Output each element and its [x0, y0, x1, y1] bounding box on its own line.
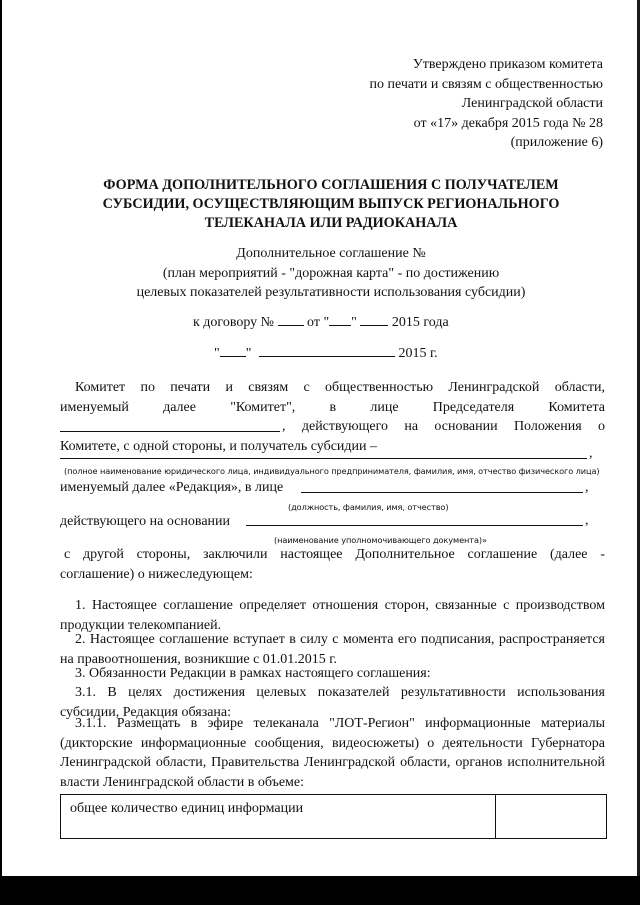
scan-bottom-edge — [0, 876, 640, 905]
representative-caption: (должность, фамилия, имя, отчество) — [288, 502, 449, 512]
contract-month-field[interactable] — [360, 312, 388, 326]
clause-3: 3. Обязанности Редакции в рамках настоящего соглашения: — [75, 666, 431, 681]
clause-1: 1. Настоящее соглашение определяет отношения сторон, связанные с производством продукции телекомпанией. — [60, 598, 605, 633]
chairman-name-field[interactable] — [60, 431, 280, 432]
contract-day-field[interactable] — [329, 312, 351, 326]
representative-comma: , — [585, 480, 589, 495]
parties-line-2: именуемый далее "Комитет", в лице Председателя Комитета — [60, 400, 605, 415]
date-open-quote: " — [214, 346, 220, 361]
document-title — [60, 176, 602, 233]
approval-block — [369, 55, 603, 153]
parties-line-7: с другой стороны, заключили настоящее Дополнительное соглашение (далее - соглашение) о нижеследующем: — [60, 547, 605, 582]
date-line — [214, 343, 438, 362]
subtitle-line-3: целевых показателей результативности использования субсидии) — [136, 285, 526, 300]
recipient-caption: (полное наименование юридического лица, индивидуального предпринимателя, фамилия, имя, отчество физического лица) — [64, 466, 600, 476]
parties-line-3: , действующего на основании Положения о — [282, 419, 605, 434]
parties-line-6: действующего на основании — [60, 514, 231, 529]
contract-number-field[interactable] — [278, 312, 304, 326]
parties-line-1: Комитет по печати и связям с общественностью Ленинградской области, — [75, 380, 605, 395]
subtitle-line-2: (план мероприятий - "дорожная карта" - по достижению — [162, 265, 500, 281]
title-line-2: СУБСИДИИ, ОСУЩЕСТВЛЯЮЩИМ ВЫПУСК РЕГИОНАЛЬНОГО — [102, 196, 560, 212]
clause-3-1-1: 3.1.1. Размещать в эфире телеканала "ЛОТ-Регион" информационные материалы (дикторские информационные сообщения, видеосюжеты) о деятельности Губернатора Ленинградской области, Правительства Ленинградской области, органов исполнительной власти Ленинградской области в объеме: — [60, 716, 605, 790]
volume-table — [60, 794, 607, 839]
date-close-quote: " — [245, 346, 252, 361]
contract-from: от " — [307, 315, 330, 330]
subtitle-line-1: Дополнительное соглашение № — [236, 246, 426, 261]
contract-reference — [193, 312, 449, 331]
parties-line-5: именуемый далее «Редакция», в лице — [60, 480, 284, 495]
recipient-name-field[interactable] — [60, 458, 587, 459]
contract-year: 2015 года — [391, 315, 449, 330]
representative-field[interactable] — [301, 492, 583, 493]
contract-prefix: к договору № — [193, 315, 275, 330]
approval-line-5: (приложение 6) — [510, 135, 603, 150]
recipient-comma: , — [589, 446, 593, 461]
clause-3-1: 3.1. В целях достижения целевых показателей результативности использования субсидии, Редакция обязана: — [60, 685, 605, 720]
date-day-field[interactable] — [220, 343, 246, 357]
approval-line-2: по печати и связям с общественностью — [369, 76, 603, 92]
title-line-3: ТЕЛЕКАНАЛА ИЛИ РАДИОКАНАЛА — [204, 215, 458, 231]
authority-comma: , — [585, 513, 589, 528]
volume-table-divider — [495, 795, 496, 838]
approval-line-4: от «17» декабря 2015 года № 28 — [413, 115, 603, 131]
document-subtitle — [60, 244, 602, 303]
volume-table-label: общее количество единиц информации — [70, 801, 304, 816]
date-month-field[interactable] — [259, 343, 395, 357]
clause-2: 2. Настоящее соглашение вступает в силу с момента его подписания, распространяется на правоотношения, возникшие с 01.01.2015 г. — [60, 632, 605, 667]
approval-line-1: Утверждено приказом комитета — [412, 57, 603, 72]
authority-document-field[interactable] — [246, 525, 583, 526]
contract-quote-close: " — [351, 315, 357, 330]
date-year: 2015 г. — [398, 346, 438, 361]
title-line-1: ФОРМА ДОПОЛНИТЕЛЬНОГО СОГЛАШЕНИЯ С ПОЛУЧАТЕЛЕМ — [103, 177, 559, 193]
approval-line-3: Ленинградской области — [461, 96, 603, 111]
scan-left-edge — [0, 0, 2, 905]
authority-caption: (наименование уполномочивающего документа)» — [274, 535, 487, 545]
parties-line-4: Комитете, с одной стороны, и получатель субсидии – — [60, 439, 378, 454]
